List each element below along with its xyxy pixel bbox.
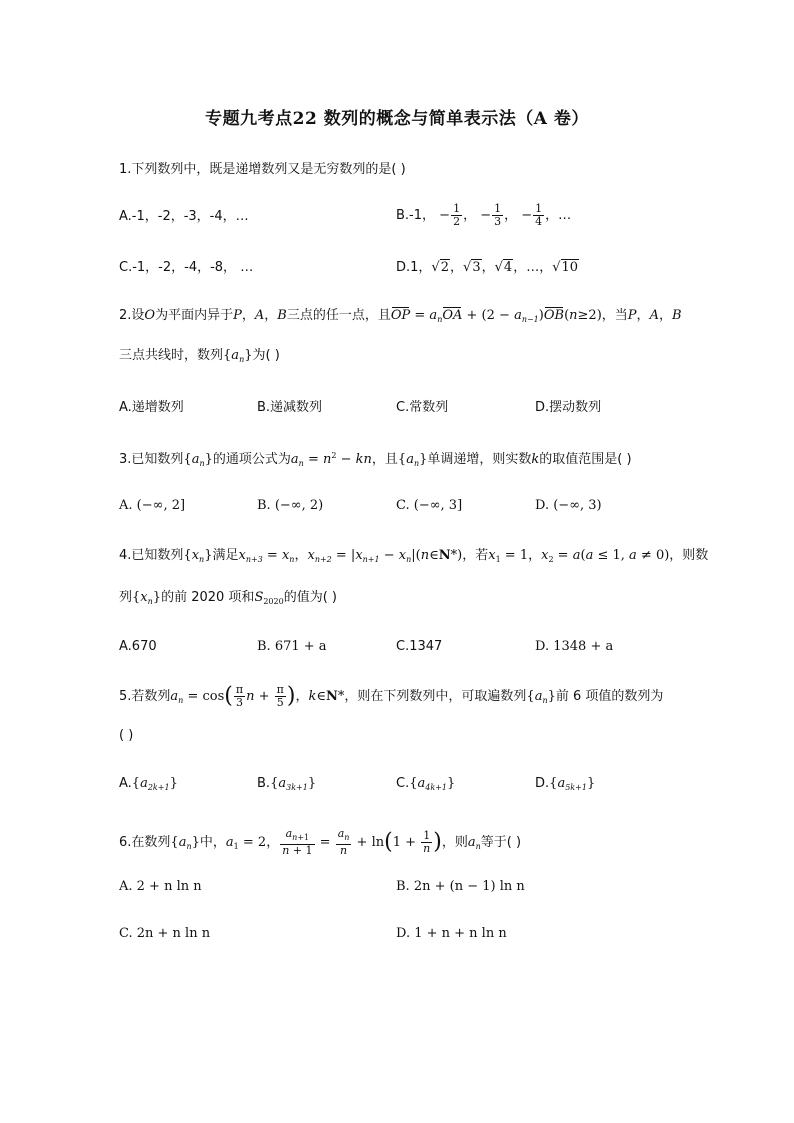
question-1-option-d: D.1，√2，√3，√4，…，√10: [396, 260, 579, 275]
question-1-option-c: C.-1，-2，-4，-8， …: [119, 260, 254, 275]
question-3-option-c: C. (−∞, 3]: [396, 498, 463, 513]
question-6-stem: 6.在数列$\{a_n\}$中，$a_1 = 2$， $\frac{a_{n+1}}{n + 1}$ = $\frac{a_n}{n}$ + ln(1 + $\frac{1}{n}$ )，则$a_n$等于( ): [119, 827, 522, 857]
question-5-option-b: $B.\{a_{3k+1}\}$: [257, 776, 317, 792]
question-2-option-a: A.递增数列: [119, 400, 184, 415]
question-4-stem: 4.已知数列$\{x_n\}$满足$x_{n+3} = x_n$，$x_{n+2} = |x_{n+1}$ − $x_n|(n\in N*)$，若$x_1 = 1$，$x_2 = a(a \le 1$, a ≠ 0)，则数: [119, 548, 709, 564]
question-3-option-b: B. (−∞, 2): [257, 498, 324, 513]
question-5-stem-line2: ( ): [119, 728, 134, 743]
question-5-stem: 5.若数列$a_n = \cos$( $\frac{\pi}{3}$ n + $\frac{\pi}{5}$ )，k∈N*，则在下列数列中，可取遍数列$\{a_n\}$前 6 项值的数列为: [119, 683, 664, 709]
question-5-option-d: $D.\{a_{5k+1}\}$: [535, 776, 596, 792]
question-3-option-a: A. (−∞, 2]: [119, 498, 186, 513]
question-3-option-d: D. (−∞, 3): [535, 498, 602, 513]
question-1-option-a: A.-1，-2，-3，-4，…: [119, 209, 249, 224]
question-2-stem: 2.设O为平面内异于P，A，B三点的任一点，且OP = $a_nOA + (2 - a_{n-1})OB(n\ge 2)$，当P，A，B: [119, 308, 682, 324]
question-2-option-b: B.递减数列: [257, 400, 323, 415]
question-2-stem-line2: 三点共线时，数列$\{a_n\}$为( ): [119, 348, 280, 364]
question-6-option-d: D. 1 + n + n ln n: [396, 926, 507, 941]
question-1-stem: 1.下列数列中，既是递增数列又是无穷数列的是( ): [119, 162, 406, 177]
question-6-option-a: A. 2 + n ln n: [119, 879, 202, 894]
question-2-option-d: D.摆动数列: [535, 400, 602, 415]
question-4-option-c: C.1347: [396, 639, 443, 654]
question-6-option-b: B. 2n + (n − 1) ln n: [396, 879, 525, 894]
question-4-stem-line2: 列$\{x_n\}$的前 2020 项和$S_{2020}$的值为( ): [119, 590, 337, 606]
question-6-option-c: C. 2n + n ln n: [119, 926, 211, 941]
question-3-stem: 3.已知数列$\{a_n\}$的通项公式为$a_n = n^2$ − kn，且$\{a_n\}$单调递增，则实数k的取值范围是( ): [119, 451, 632, 468]
question-2-option-c: C.常数列: [396, 400, 449, 415]
question-4-option-b: B. 671 + a: [257, 639, 327, 654]
question-1-option-b: B.-1， − $\frac{1}{2}$ ， − $\frac{1}{3}$ ， − $\frac{1}{4}$ ，…: [396, 202, 572, 228]
question-5-option-c: $C.\{a_{4k+1}\}$: [396, 776, 456, 792]
question-4-option-a: A.670: [119, 639, 157, 654]
question-5-option-a: $A.\{a_{2k+1}\}$: [119, 776, 178, 792]
question-4-option-d: D. 1348 + a: [535, 639, 614, 654]
page-title: 专题九考点22 数列的概念与简单表示法（A 卷）: [205, 109, 589, 129]
